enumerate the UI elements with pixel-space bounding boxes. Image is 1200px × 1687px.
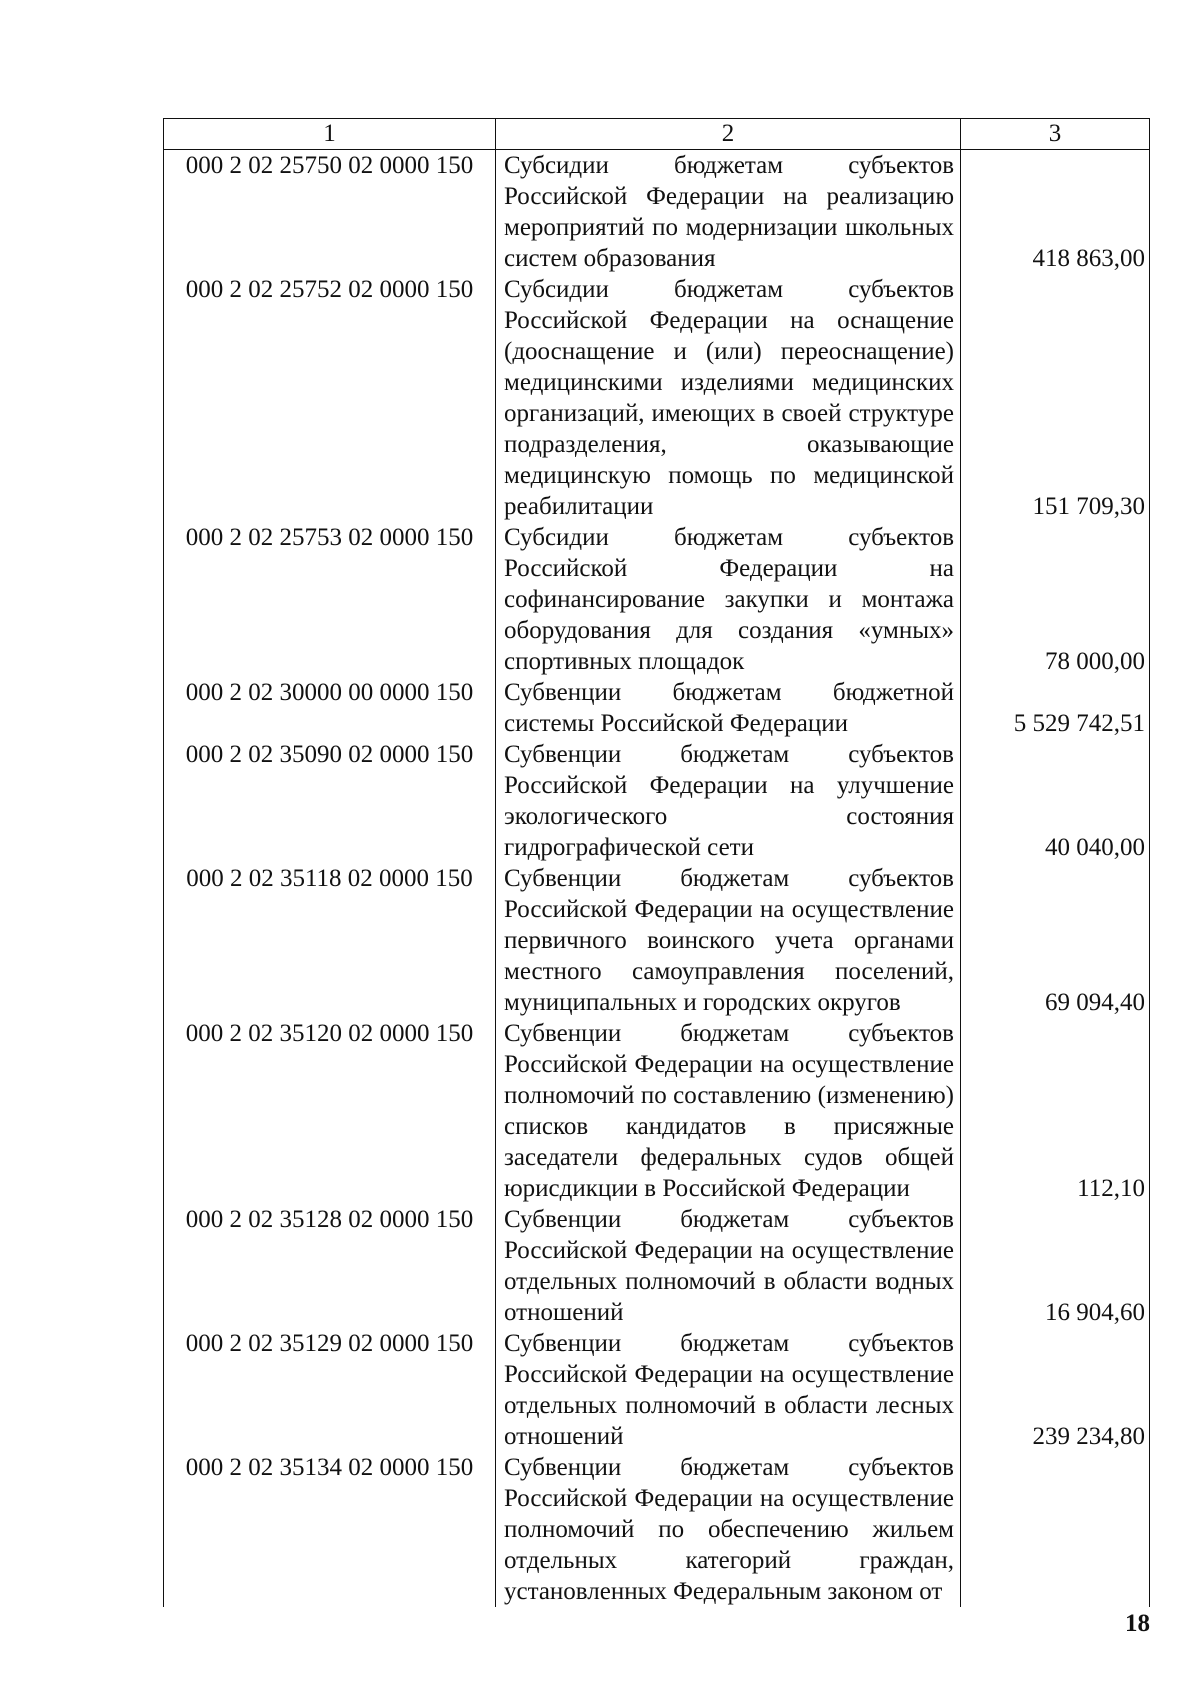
item-description: Субвенции бюджетам субъектов Российской Федерации на осуществление отдельных полномочий в области лесных отношений [496,1328,961,1452]
item-amount: 5 529 742,51 [961,677,1150,739]
budget-code: 000 2 02 35090 02 0000 150 [164,739,496,863]
table-row [164,522,1150,677]
item-description: Субсидии бюджетам субъектов Российской Федерации на софинансирование закупки и монтажа оборудования для создания «умных» спортивных площадок [496,522,961,677]
table-row [164,863,1150,1018]
table-row [164,1328,1150,1452]
column-header-3: 3 [961,119,1150,150]
table-row [164,274,1150,522]
item-description: Субвенции бюджетам бюджетной системы Российской Федерации [496,677,961,739]
item-description: Субвенции бюджетам субъектов Российской Федерации на улучшение экологического состояния гидрографической сети [496,739,961,863]
table-header-row [164,119,1150,150]
item-amount: 112,10 [961,1018,1150,1204]
table-row [164,1018,1150,1204]
column-header-1: 1 [164,119,496,150]
budget-code: 000 2 02 25753 02 0000 150 [164,522,496,677]
item-description: Субвенции бюджетам субъектов Российской Федерации на осуществление первичного воинского учета органами местного самоуправления поселений, муниципальных и городских округов [496,863,961,1018]
column-header-2: 2 [496,119,961,150]
table-row [164,1204,1150,1328]
item-amount: 40 040,00 [961,739,1150,863]
item-amount: 16 904,60 [961,1204,1150,1328]
item-amount: 418 863,00 [961,150,1150,275]
item-amount: 78 000,00 [961,522,1150,677]
budget-code: 000 2 02 35118 02 0000 150 [164,863,496,1018]
item-description: Субвенции бюджетам субъектов Российской Федерации на осуществление полномочий по обеспечению жильем отдельных категорий граждан, установленных Федеральным законом от [496,1452,961,1607]
page-number: 18 [1125,1610,1150,1637]
item-amount [961,1452,1150,1607]
table-row [164,677,1150,739]
item-amount: 69 094,40 [961,863,1150,1018]
item-description: Субсидии бюджетам субъектов Российской Федерации на реализацию мероприятий по модернизации школьных систем образования [496,150,961,275]
item-description: Субсидии бюджетам субъектов Российской Федерации на оснащение (дооснащение и (или) переоснащение) медицинскими изделиями медицинских организаций, имеющих в своей структуре подразделения, оказывающие медицинскую помощь по медицинской реабилитации [496,274,961,522]
budget-code: 000 2 02 25752 02 0000 150 [164,274,496,522]
budget-code: 000 2 02 35134 02 0000 150 [164,1452,496,1607]
budget-code: 000 2 02 35120 02 0000 150 [164,1018,496,1204]
item-description: Субвенции бюджетам субъектов Российской Федерации на осуществление отдельных полномочий в области водных отношений [496,1204,961,1328]
table-row [164,150,1150,275]
item-amount: 239 234,80 [961,1328,1150,1452]
budget-code: 000 2 02 25750 02 0000 150 [164,150,496,275]
budget-code: 000 2 02 30000 00 0000 150 [164,677,496,739]
budget-code: 000 2 02 35128 02 0000 150 [164,1204,496,1328]
table-row [164,739,1150,863]
item-amount: 151 709,30 [961,274,1150,522]
item-description: Субвенции бюджетам субъектов Российской Федерации на осуществление полномочий по составлению (изменению) списков кандидатов в присяжные заседатели федеральных судов общей юрисдикции в Российской Федерации [496,1018,961,1204]
budget-code: 000 2 02 35129 02 0000 150 [164,1328,496,1452]
table-row [164,1452,1150,1607]
revenue-table [163,118,1150,1607]
